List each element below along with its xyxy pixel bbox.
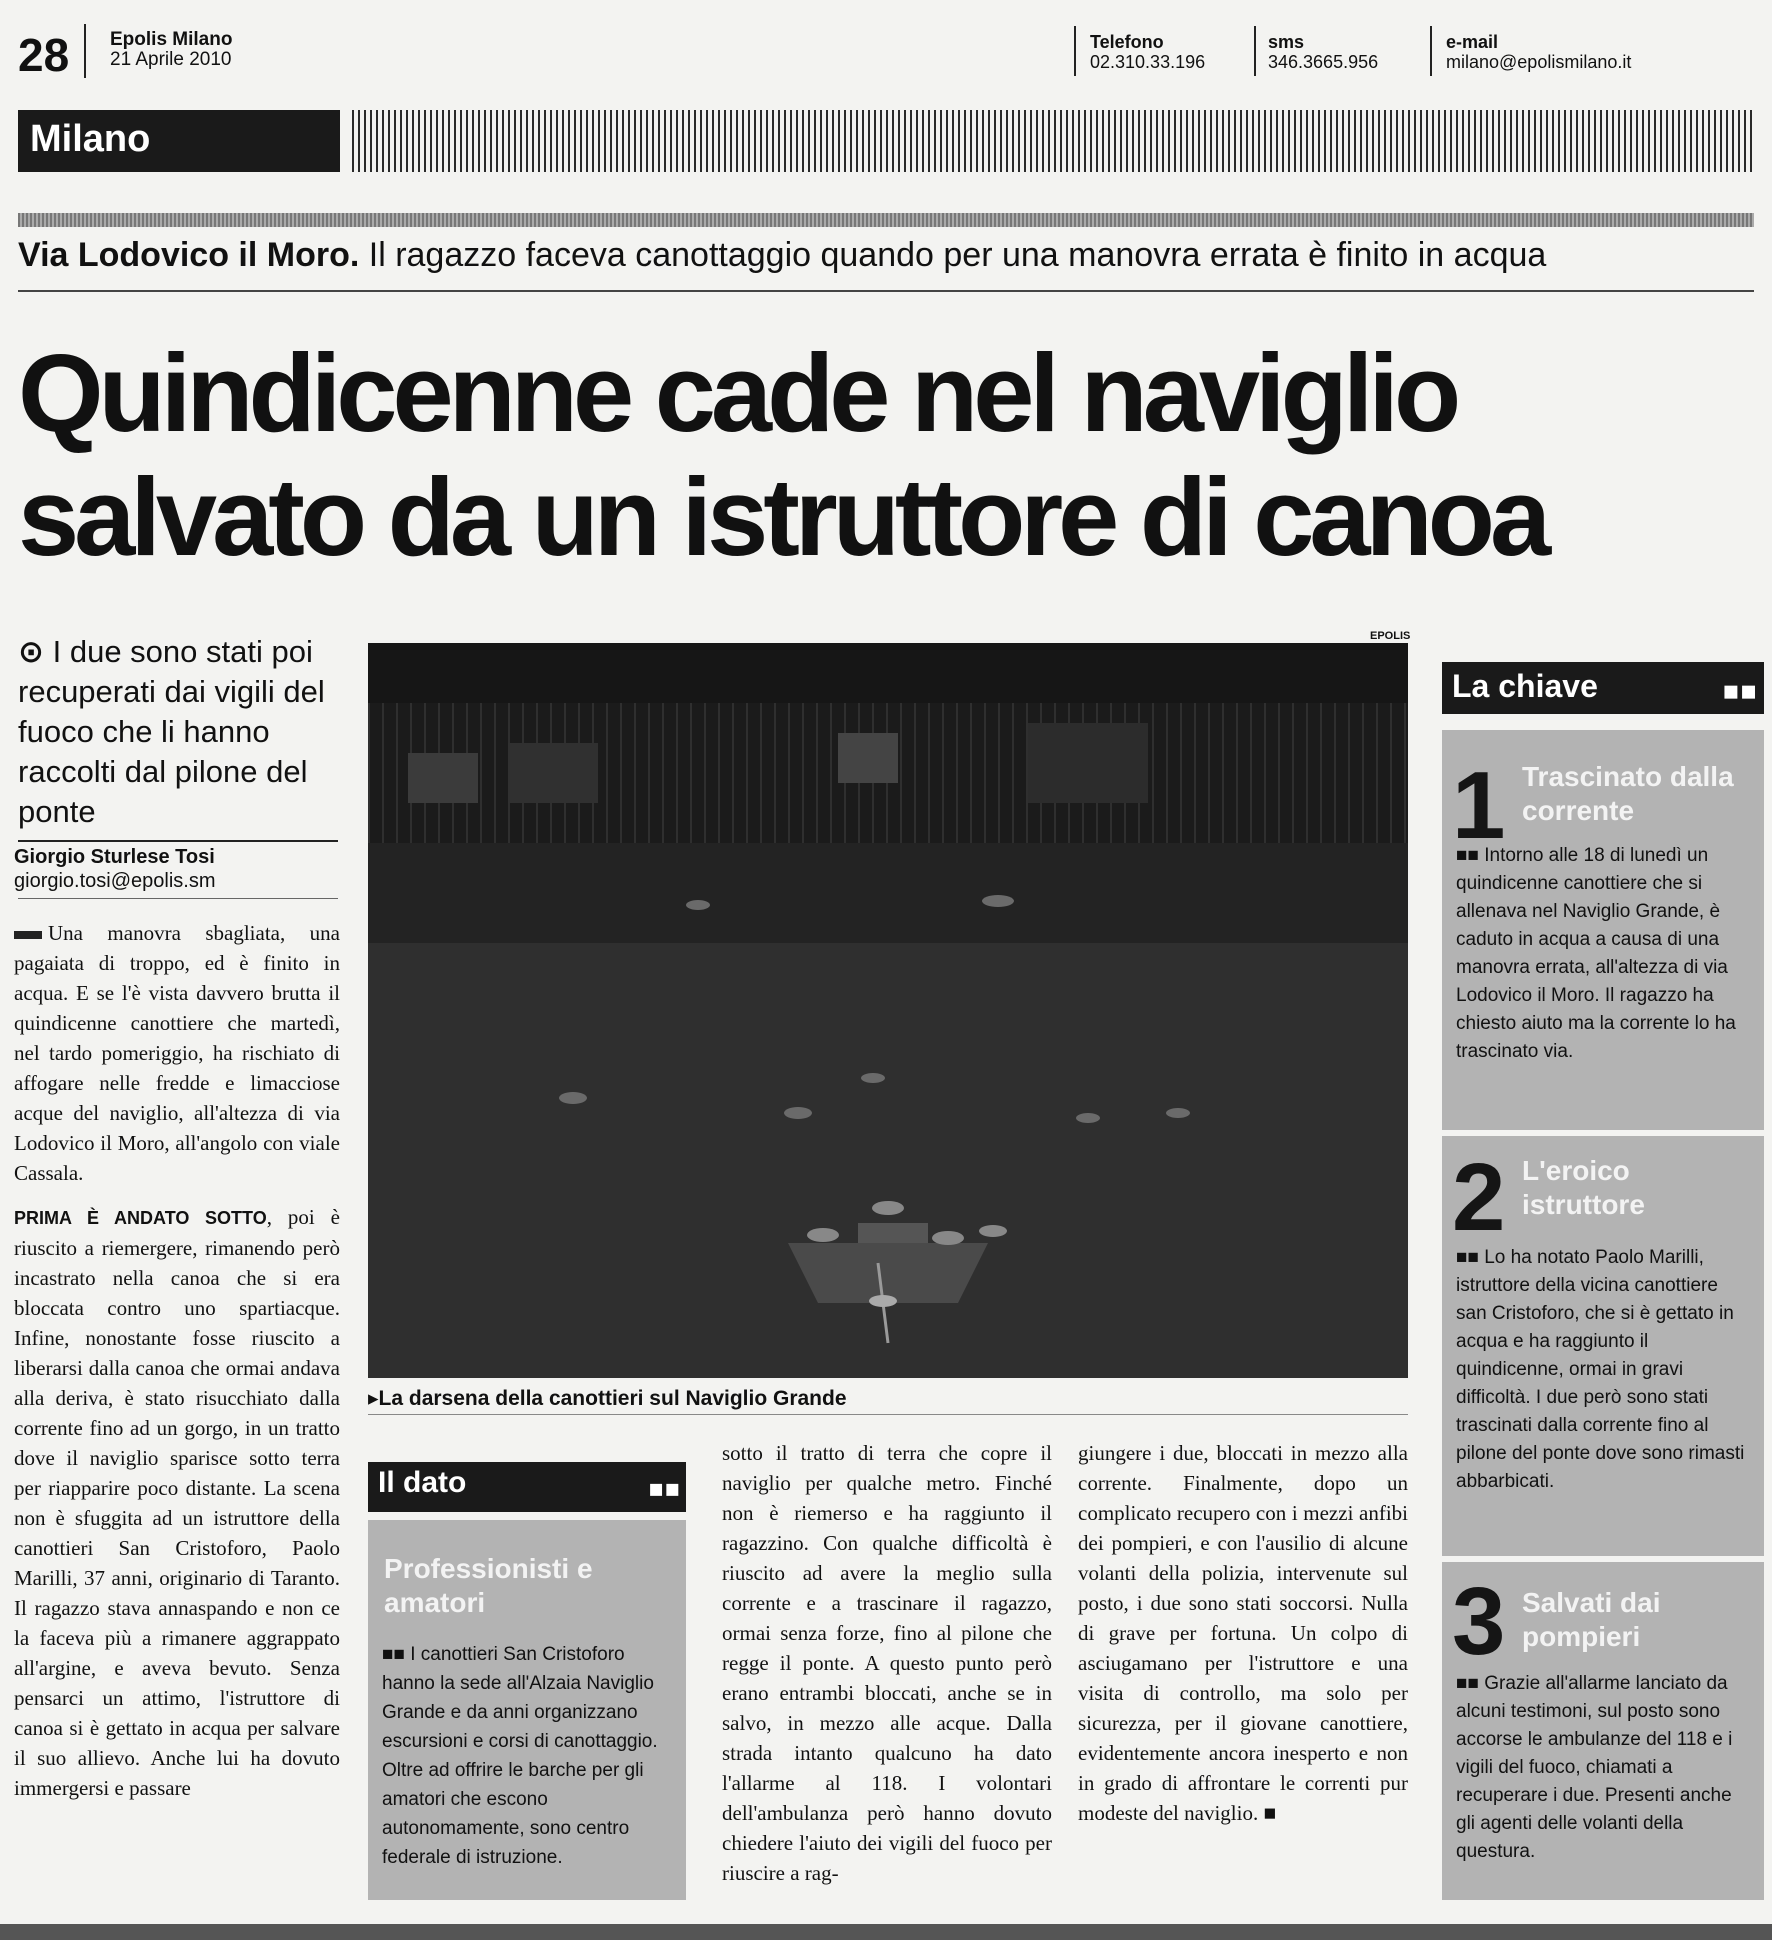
body-paragraph — [14, 918, 340, 1188]
publication-date: 21 Aprile 2010 — [110, 49, 232, 70]
chiave-item-title: Salvati dai pompieri — [1522, 1587, 1661, 1652]
author-rule — [18, 898, 338, 899]
author-name: Giorgio Sturlese Tosi — [14, 846, 215, 868]
article-photo — [368, 643, 1408, 1378]
summary-text: I due sono stati poi recuperati dai vigili del fuoco che li hanno raccolti dal pilone del ponte — [18, 634, 325, 829]
body-column-3 — [1078, 1438, 1408, 1828]
body-text: , poi è riuscito a riemergere, rimanendo però incastrato nella canoa che si era bloccata contro uno spartiacque. Infine, nonostante fosse riuscito a liberarsi dalla canoa che ormai andava alla deriva, è stato risucchiato dalla corrente fino ad un gorgo, in un tratto dove il naviglio sparisce sotto terra per riapparire poco distante. La scena non è sfuggita ad un istruttore della canottieri San Cristoforo, Paolo Marilli, 37 anni, originario di Taranto. Il ragazzo stava annaspando e non ce la faceva più a rimanere aggrappato all'argine, e aveva bevuto. Senza pensarci un attimo, l'istruttore di canoa si è gettato in acqua per salvare il suo allievo. Anche lui ha dovuto immergersi e passare — [14, 1205, 341, 1800]
kicker-place: Via Lodovico il Moro. — [18, 236, 360, 274]
lead-mark-icon — [14, 931, 42, 939]
kicker-text: Il ragazzo faceva canottaggio quando per una manovra errata è finito in acqua — [368, 236, 1547, 274]
headline-line-1: Quindicenne cade nel naviglio — [18, 332, 1457, 455]
chiave-item-text: ■■ Grazie all'allarme lanciato da alcuni testimoni, sul posto sono accorse le ambulanze del 118 e i vigili del fuoco, chiamati a recuperare i due. Presenti anche gli agenti delle volanti della questura. — [1456, 1673, 1733, 1862]
dato-subtitle: Professionisti e amatori — [384, 1553, 593, 1618]
phone-number: 02.310.33.196 — [1090, 52, 1206, 72]
gray-band — [18, 213, 1754, 227]
dato-title: Il dato — [378, 1466, 467, 1499]
kicker — [18, 236, 1546, 275]
body-column-1 — [14, 918, 340, 1803]
summary-bullet-icon: ⊙ — [18, 634, 44, 669]
bottom-band — [0, 1924, 1772, 1940]
photo-credit: EPOLIS — [1370, 630, 1411, 642]
email-label: e-mail — [1446, 32, 1499, 52]
author-rule — [18, 840, 338, 842]
section-hatch-decoration — [352, 110, 1752, 172]
body-paragraph — [14, 1202, 340, 1803]
dato-text: ■■ I canottieri San Cristoforo hanno la sede all'Alzaia Naviglio Grande e da anni organizzano escursioni e corsi di canottaggio. Oltre ad offrire le barche per gli amatori che escono autonomamente, sono centro federale di istruzione. — [382, 1644, 658, 1868]
header-divider — [1430, 26, 1432, 76]
chiave-item-text: ■■ Lo ha notato Paolo Marilli, istruttore della vicina canottiere san Cristoforo, che si è gettato in acqua e ha raggiunto il quindicenne, ormai in gravi difficoltà. I due però sono stati trascinati dalla corrente fino al pilone del ponte dove sono rimasti abbarbicati. — [1456, 1247, 1745, 1492]
chiave-title: La chiave — [1452, 668, 1598, 704]
section-label: Milano — [30, 118, 151, 160]
body-column-2 — [722, 1438, 1052, 1888]
summary — [18, 632, 348, 832]
kicker-rule — [18, 290, 1754, 292]
caption-rule — [368, 1414, 1408, 1415]
sms-label: sms — [1268, 32, 1305, 52]
grid-squares-icon: ▪▪ — [648, 1474, 681, 1502]
chiave-item-title: L'eroico istruttore — [1522, 1155, 1645, 1220]
body-text: Una manovra sbagliata, una pagaiata di troppo, ed è finito in acqua. E se l'è vista davvero brutta il quindicenne canottiere che martedì, nel tardo pomeriggio, ha rischiato di affogare nelle fredde e limacciose acque del naviglio, all'altezza di via Lodovico il Moro, all'angolo con viale Cassala. — [14, 921, 340, 1185]
chiave-item-number: 3 — [1452, 1568, 1506, 1675]
body-text: giungere i due, bloccati in mezzo alla corrente. Finalmente, dopo un complicato recupero con i mezzi anfibi dei pompieri, e con l'ausilio di alcune volanti della polizia, intervenute sul posto, i due sono stati soccorsi. Nulla di grave per fortuna. Un colpo di asciugamano per l'istruttore e una visita di controllo, ma solo per sicurezza, per il giovane canottiere, evidentemente ancora inesperto e non in grado di affrontare le correnti pur modeste del naviglio. ■ — [1078, 1441, 1408, 1825]
headline-line-2: salvato da un istruttore di canoa — [18, 456, 1547, 579]
lead-in-caps: PRIMA È ANDATO SOTTO — [14, 1208, 267, 1228]
chiave-item-number: 1 — [1452, 752, 1506, 859]
page-number: 28 — [18, 29, 70, 81]
sms-number: 346.3665.956 — [1268, 52, 1379, 72]
publication-name: Epolis Milano — [110, 29, 233, 50]
header-divider — [1074, 26, 1076, 76]
header-divider — [84, 24, 86, 78]
chiave-item-number: 2 — [1452, 1144, 1506, 1251]
email-address: milano@epolismilano.it — [1446, 52, 1632, 72]
photo-illustration — [368, 643, 1408, 1378]
header-divider — [1254, 26, 1256, 76]
body-text: sotto il tratto di terra che copre il naviglio per qualche metro. Finché non è riemerso e ha raggiunto il ragazzino. Con qualche difficoltà è riuscito ad avere la meglio sulla corrente e a trascinare il ragazzo, ormai senza forze, fino al pilone che regge il ponte. A questo punto però erano entrambi bloccati, anche se in salvo, in mezzo alle acque. Dalla strada intanto qualcuno ha dato l'allarme al 118. I volontari dell'ambulanza però hanno dovuto chiedere l'aiuto dei vigili del fuoco per riuscire a rag- — [722, 1441, 1052, 1885]
chiave-item-title: Trascinato dalla corrente — [1522, 761, 1734, 826]
grid-squares-icon: ▪▪ — [1722, 676, 1758, 706]
author-email: giorgio.tosi@epolis.sm — [14, 870, 216, 892]
photo-caption: ▸La darsena della canottieri sul Naviglio Grande — [368, 1387, 847, 1410]
phone-label: Telefono — [1090, 32, 1164, 52]
chiave-item-text: ■■ Intorno alle 18 di lunedì un quindicenne canottiere che si allenava nel Naviglio Grande, è caduto in acqua a causa di una manovra errata, all'altezza di via Lodovico il Moro. Il ragazzo ha chiesto aiuto ma la corrente lo ha trascinato via. — [1456, 845, 1736, 1062]
